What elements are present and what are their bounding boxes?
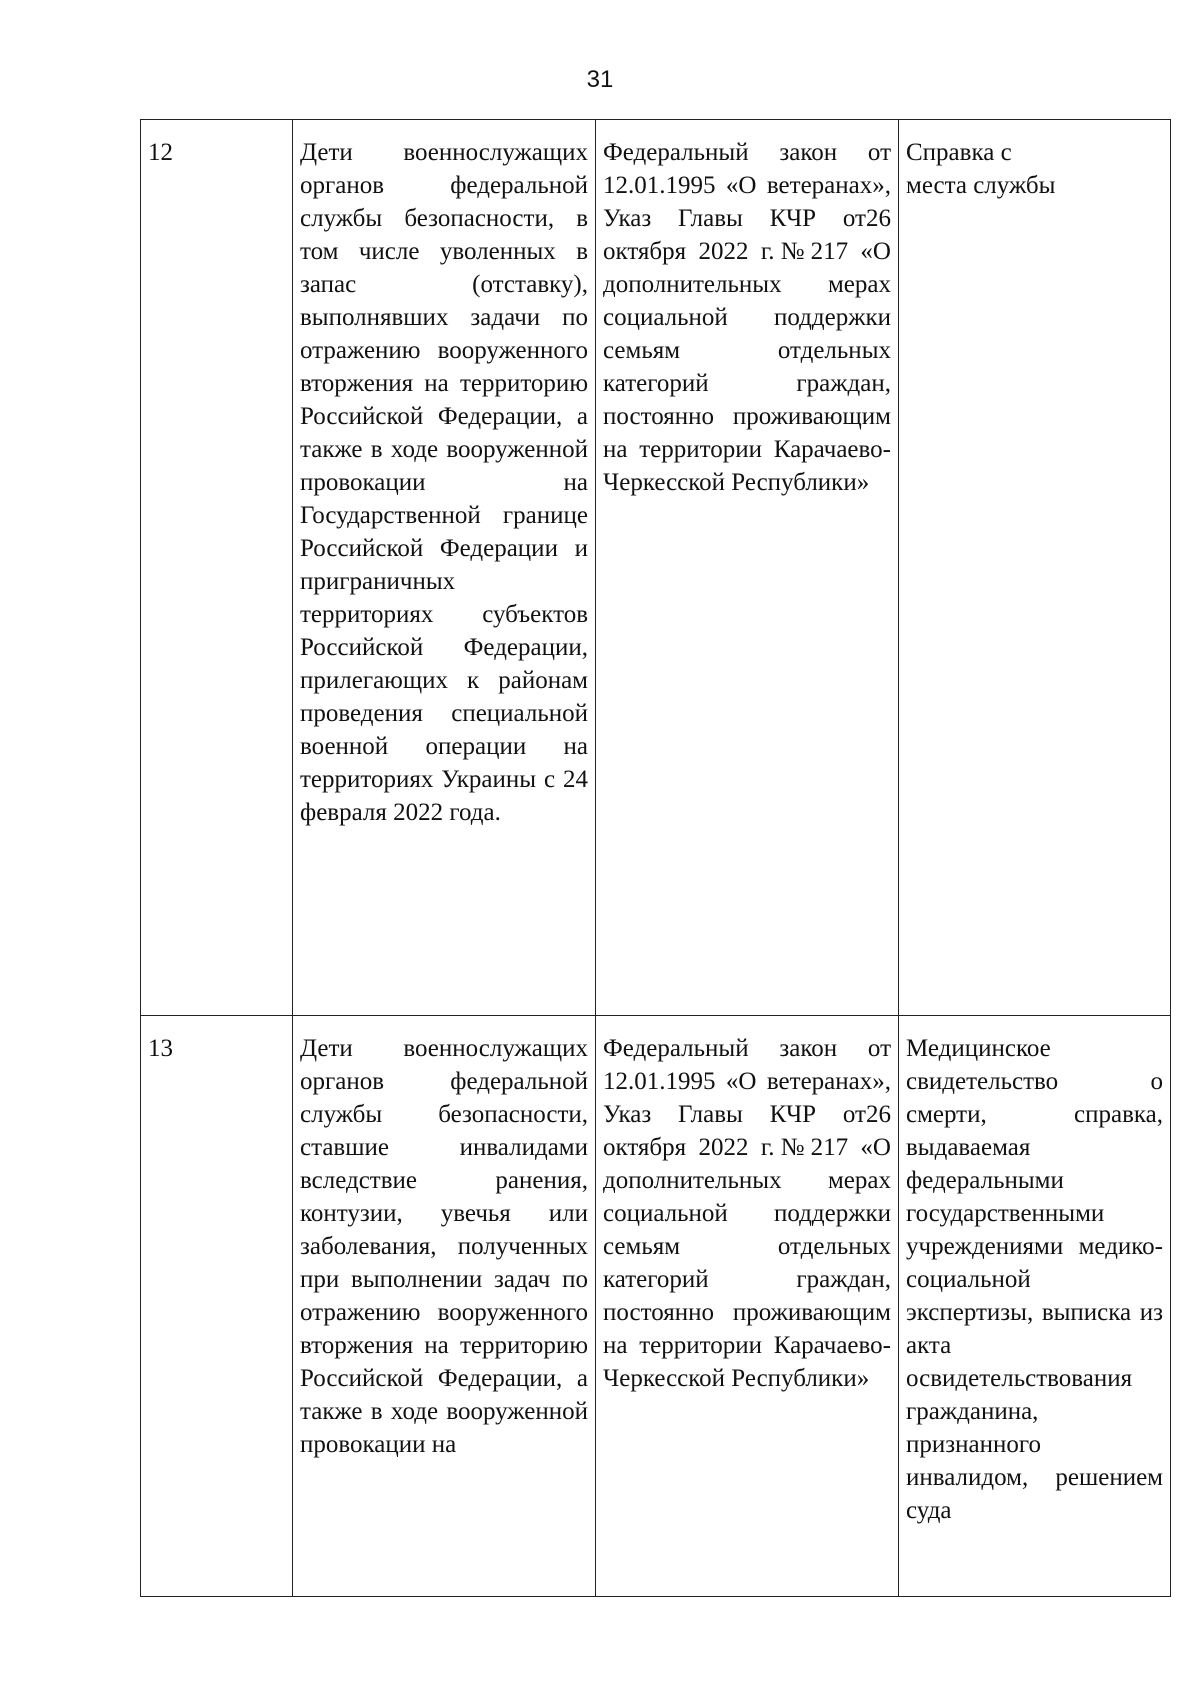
- page-number: 31: [586, 66, 614, 93]
- documents-cell: Медицинское свидетельство о смерти, справка, выдаваемая федеральными государственными учреждениями медико-социальной экспертизы, выписка из акта освидетельствования гражданина, признанного инвалидом, решением суда: [899, 1016, 1171, 1597]
- documents-cell: Справка с места службы: [899, 120, 1171, 1016]
- table-row: [141, 120, 1171, 1016]
- legal-basis-cell: Федеральный закон от 12.01.1995 «О ветеранах», Указ Главы КЧР от26 октября 2022 г.№217 «О дополнительных мерах социальной поддержки семьям отдельных категорий граждан, постоянно проживающим на территории Карачаево-Черкесской Республики»: [596, 1016, 899, 1597]
- benefits-table: [140, 119, 1171, 1597]
- table-row: [141, 1016, 1171, 1597]
- row-number-cell: 12: [141, 120, 293, 1016]
- category-cell: Дети военнослужащих органов федеральной службы безопасности, в том числе уволенных в запас (отставку), выполнявших задачи по отражению вооруженного вторжения на территорию Российской Федерации, а также в ходе вооруженной провокации на Государственной границе Российской Федерации и приграничных территориях субъектов Российской Федерации, прилегающих к районам проведения специальной военной операции на территориях Украины с 24 февраля 2022 года.: [293, 120, 596, 1016]
- category-cell: Дети военнослужащих органов федеральной службы безопасности, ставшие инвалидами вследствие ранения, контузии, увечья или заболевания, полученных при выполнении задач по отражению вооруженного вторжения на территорию Российской Федерации, а также в ходе вооруженной провокации на: [293, 1016, 596, 1597]
- row-number-cell: 13: [141, 1016, 293, 1597]
- legal-basis-cell: Федеральный закон от 12.01.1995 «О ветеранах», Указ Главы КЧР от26 октября 2022 г.№217 «О дополнительных мерах социальной поддержки семьям отдельных категорий граждан, постоянно проживающим на территории Карачаево-Черкесской Республики»: [596, 120, 899, 1016]
